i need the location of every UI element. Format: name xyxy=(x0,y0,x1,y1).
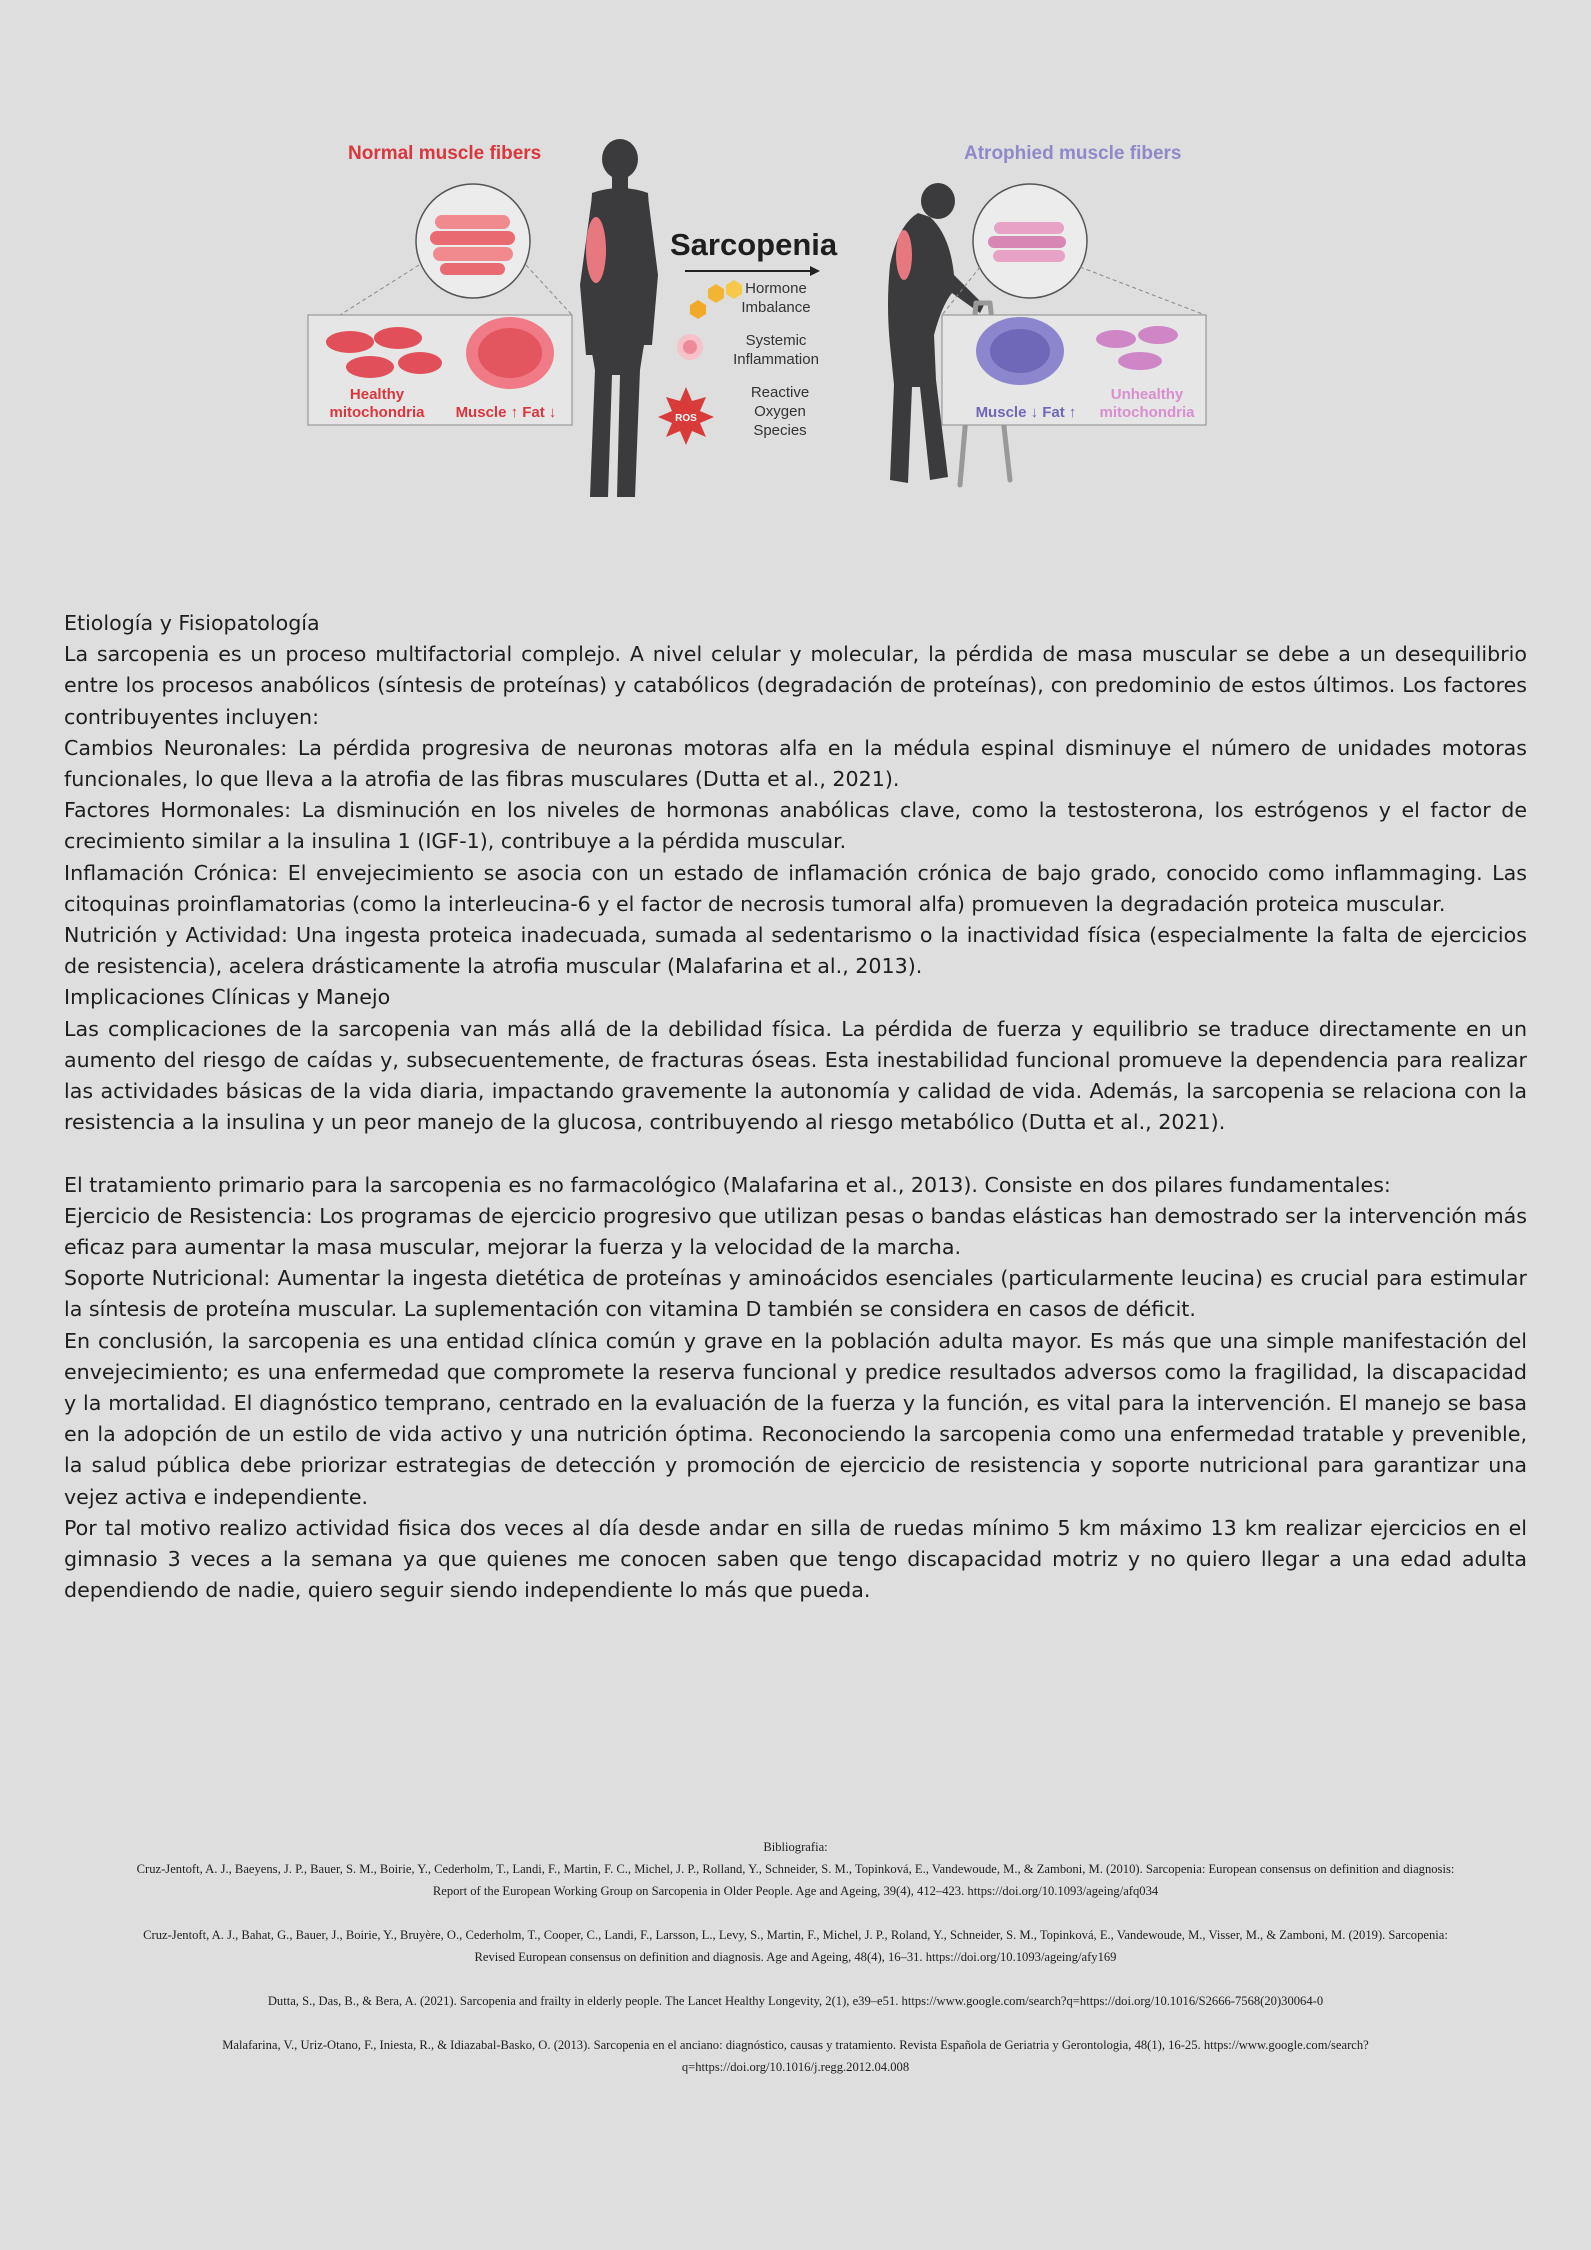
healthy-person-silhouette xyxy=(580,139,658,497)
bibliography-heading: Bibliografia: xyxy=(763,1840,828,1854)
progression-arrow xyxy=(685,266,820,276)
unhealthy-label-line1: Unhealthy xyxy=(1110,386,1184,403)
ros-label: ROS xyxy=(675,413,697,424)
atrophied-detail-box xyxy=(942,315,1206,425)
factor-ros-line3: Species xyxy=(753,422,807,439)
paragraph: La sarcopenia es un proceso multifactorial complejo. A nivel celular y molecular, la pérdida de masa muscular se debe a un desequilibrio entre los procesos anabólicos (síntesis de proteínas) y catabólicos (degradación de proteínas), con predominio de estos últimos. Los factores contribuyentes incluyen: xyxy=(64,642,1527,729)
normal-fibers-label: Normal muscle fibers xyxy=(348,143,542,164)
muscle-fat-atrophied-label: Muscle ↓ Fat ↑ xyxy=(975,404,1077,421)
figure-title: Sarcopenia xyxy=(670,227,838,262)
healthy-label-line1: Healthy xyxy=(349,386,405,403)
paragraph: Factores Hormonales: La disminución en los niveles de hormonas anabólicas clave, como la testosterona, los estrógenos y el factor de crecimiento similar a la insulina 1 (IGF-1), contribuye a la pérdida muscular. xyxy=(64,798,1527,854)
reference: Dutta, S., Das, B., & Bera, A. (2021). Sarcopenia and frailty in elderly people. The Lancet Healthy Longevity, 2(1), e39–e51. https://www.google.com/search?q=https://doi.org/10.1016/S2666-7568(20)30064-0 xyxy=(267,1994,1324,2008)
paragraph: Ejercicio de Resistencia: Los programas de ejercicio progresivo que utilizan pesas o bandas elásticas han demostrado ser la intervención más eficaz para aumentar la masa muscular, mejorar la fuerza y la velocidad de la marcha. xyxy=(64,1203,1527,1260)
inflammation-icon xyxy=(677,334,703,360)
factor-inflammation-line2: Inflammation xyxy=(733,351,819,368)
paragraph: Nutrición y Actividad: Una ingesta proteica inadecuada, sumada al sedentarismo o la inactividad física (especialmente la falta de ejercicios de resistencia), acelera drásticamente la atrofia muscular (Malafarina et al., 2013). xyxy=(64,923,1527,979)
article-body xyxy=(64,608,1527,1606)
section-heading-etiology: Etiología y Fisiopatología xyxy=(64,611,320,635)
blank-line xyxy=(64,1138,1527,1169)
section-heading-clinical: Implicaciones Clínicas y Manejo xyxy=(64,985,391,1010)
factor-ros-line2: Oxygen xyxy=(754,403,806,420)
reference: Cruz-Jentoft, A. J., Bahat, G., Bauer, J., Boirie, Y., Bruyère, O., Cederholm, T., Cooper, C., Landi, F., Larsson, L., Levy, S., Martin, F., Michel, J. P., Roland, Y., Schneider, S. M., Topinková, E., Vandewoude, M., Visser, M., & Zamboni, M. (2019). Sarcopenia: Revised European consensus on definition and diagnosis. Age and Ageing, 48(4), 16–31. https://doi.org/10.1093/ageing/afy169 xyxy=(143,1928,1448,1964)
healthy-label-line2: mitochondria xyxy=(329,404,425,421)
paragraph: Soporte Nutricional: Aumentar la ingesta dietética de proteínas y aminoácidos esenciales (particularmente leucina) es crucial para estimular la síntesis de proteína muscular. La suplementación con vitamina D también se considera en casos de déficit. xyxy=(64,1266,1527,1322)
bibliography xyxy=(130,1836,1461,2100)
hormone-icon xyxy=(690,280,742,319)
muscle-fat-normal-label: Muscle ↑ Fat ↓ xyxy=(455,404,557,421)
paragraph: En conclusión, la sarcopenia es una entidad clínica común y grave en la población adulta mayor. Es más que una simple manifestación del envejecimiento; es una enfermedad que compromete la reserva funcional y predice resultados adversos como la fragilidad, la discapacidad y la mortalidad. El diagnóstico temprano, centrado en la evaluación de la fuerza y la función, es vital para la intervención. El manejo se basa en la adopción de un estilo de vida activo y una nutrición óptima. Reconociendo la sarcopenia como una enfermedad tratable y prevenible, la salud pública debe priorizar estrategias de detección y promoción de ejercicio de resistencia y soporte nutricional para garantizar una vejez activa e independiente. xyxy=(64,1328,1527,1509)
factor-hormone-line2: Imbalance xyxy=(741,299,811,316)
paragraph: Inflamación Crónica: El envejecimiento se asocia con un estado de inflamación crónica de bajo grado, conocido como inflammaging. Las citoquinas proinflamatorias (como la interleucina-6 y el factor de necrosis tumoral alfa) promueven la degradación proteica muscular. xyxy=(64,860,1527,916)
normal-detail-box xyxy=(308,315,572,425)
factor-ros-line1: Reactive xyxy=(750,384,810,401)
reference: Cruz-Jentoft, A. J., Baeyens, J. P., Bauer, S. M., Boirie, Y., Cederholm, T., Landi, F., Martin, F. C., Michel, J. P., Rolland, Y., Schneider, S. M., Topinková, E., Vandewoude, M., & Zamboni, M. (2010). Sarcopenia: European consensus on definition and diagnosis: Report of the European Working Group on Sarcopenia in Older People. Age and Ageing, 39(4), 412–423. https://doi.org/10.1093/ageing/afq034 xyxy=(136,1862,1455,1898)
sarcopenia-illustration xyxy=(290,125,1250,505)
reference: Malafarina, V., Uriz-Otano, F., Iniesta, R., & Idiazabal-Basko, O. (2013). Sarcopenia en el anciano: diagnóstico, causas y tratamiento. Revista Española de Geriatria y Gerontologia, 48(1), 16-25. https://www.google.com/search?q=https://doi.org/10.1016/j.regg.2012.04.008 xyxy=(222,2038,1369,2074)
paragraph: Las complicaciones de la sarcopenia van más allá de la debilidad física. La pérdida de fuerza y equilibrio se traduce directamente en un aumento del riesgo de caídas y, subsecuentemente, de fracturas óseas. Esta inestabilidad funcional promueve la dependencia para realizar las actividades básicas de la vida diaria, impactando gravemente la autonomía y calidad de vida. Además, la sarcopenia se relaciona con la resistencia a la insulina y un peor manejo de la glucosa, contribuyendo al riesgo metabólico (Dutta et al., 2021). xyxy=(64,1016,1527,1135)
paragraph: Por tal motivo realizo actividad fisica dos veces al día desde andar en silla de ruedas mínimo 5 km máximo 13 km realizar ejercicios en el gimnasio 3 veces a la semana ya que quienes me conocen saben que tengo discapacidad motriz y no quiero llegar a una edad adulta dependiendo de nadie, quiero seguir siendo independiente lo más que pueda. xyxy=(64,1515,1527,1603)
paragraph: Cambios Neuronales: La pérdida progresiva de neuronas motoras alfa en la médula espinal disminuye el número de unidades motoras funcionales, lo que lleva a la atrofia de las fibras musculares (Dutta et al., 2021). xyxy=(64,735,1527,792)
normal-fiber-magnifier xyxy=(340,184,572,315)
factor-hormone-line1: Hormone xyxy=(745,280,807,297)
factor-inflammation-line1: Systemic xyxy=(745,332,807,349)
ros-burst-icon xyxy=(658,387,714,445)
paragraph: El tratamiento primario para la sarcopenia es no farmacológico (Malafarina et al., 2013). Consiste en dos pilares fundamentales: xyxy=(64,1172,1391,1197)
atrophied-fiber-magnifier xyxy=(942,184,1205,315)
unhealthy-label-line2: mitochondria xyxy=(1099,404,1195,421)
sarcopenia-figure xyxy=(290,125,1250,505)
atrophied-fibers-label: Atrophied muscle fibers xyxy=(964,143,1182,164)
